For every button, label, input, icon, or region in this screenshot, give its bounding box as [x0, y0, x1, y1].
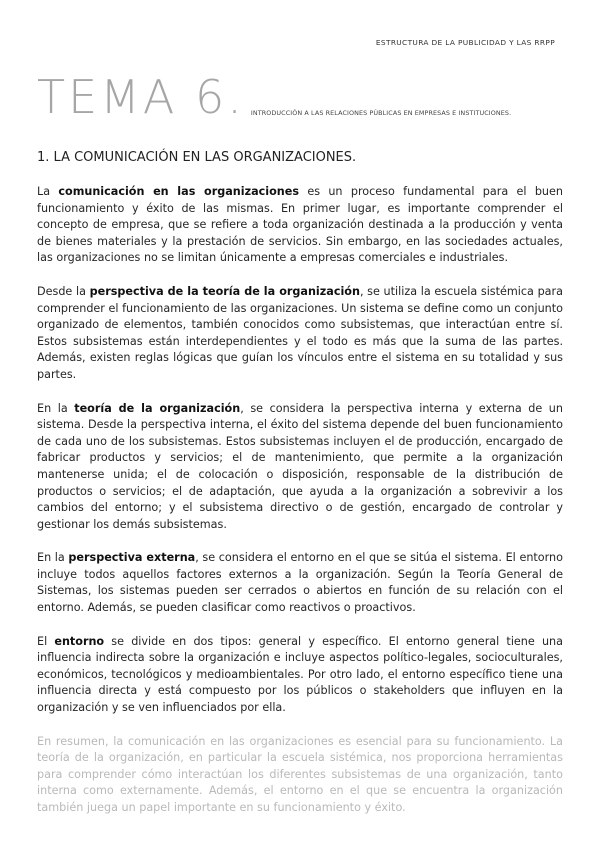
paragraph-5-body: se divide en dos tipos: general y específico. El entorno general tiene una influencia indirecta sobre la organización e incluye aspectos político-legales, socioculturales, económicos, tecnológicos y medioambientales. Por otro lado, el entorno específico tiene una influencia directa y está compuesto por los públicos o stakeholders que influyen en la organización y se ven influenciados por ella.: [37, 634, 564, 715]
paragraph-3: [37, 401, 563, 534]
paragraph-4-body: , se considera el entorno en el que se sitúa el sistema. El entorno incluye todos aquellos factores externos a la organización. Según la Teoría General de Sistemas, los sistemas pueden ser cerrados o abiertos en función de su relación con el entorno. Además, se pueden clasificar como reactivos o proactivos.: [37, 551, 563, 615]
body-text: [37, 184, 563, 834]
chapter-subtitle: INTRODUCCIÓN A LAS RELACIONES PÚBLICAS EN EMPRESAS E INSTITUCIONES.: [250, 109, 512, 117]
paragraph-1-body: es un proceso fundamental para el buen funcionamiento y éxito de las mismas. En primer lugar, es importante comprender el concepto de empresa, que se refiere a toda organización destinada a la producción y venta de bienes materiales y la prestación de servicios. Sin embargo, en las sociedades actuales, las organizaciones no se limitan únicamente a empresas comerciales e industriales.: [37, 185, 563, 265]
paragraph-2-body: , se utiliza la escuela sistémica para comprender el funcionamiento de las organizaciones. Un sistema se define como un conjunto organizado de elementos, también conocidos como subsistemas, que interactúan entre sí. Estos subsistemas están interdependientes y el todo es más que la suma de las partes. Además, existen reglas lógicas que guían los vínculos entre el sistema en su totalidad y sus partes.: [37, 284, 563, 381]
paragraph-2: [37, 284, 563, 384]
paragraph-1-term: comunicación en las organizaciones: [58, 185, 299, 198]
paragraph-4-term: perspectiva externa: [68, 551, 196, 565]
paragraph-4-intro: En la: [37, 551, 69, 565]
section-heading: 1. LA COMUNICACIÓN EN LAS ORGANIZACIONES.: [37, 150, 357, 165]
paragraph-3-body: , se considera la perspectiva interna y externa de un sistema. Desde la perspectiva interna, el éxito del sistema depende del buen funcionamiento de cada uno de los subsistemas. Estos subsistemas incluyen el de producción, encargado de fabricar productos y servicios; el de mantenimiento, que permite a la organización mantenerse unida; el de colocación o disposición, responsable de la distribución de productos o servicios; el de adaptación, que ayuda a la organización a sobrevivir a los cambios del entorno; y el subsistema directivo o de gestión, encargado de controlar y gestionar los demás subsistemas.: [37, 401, 563, 531]
paragraph-summary: En resumen, la comunicación en las organizaciones es esencial para su funcionamiento. La teoría de la organización, en particular la escuela sistémica, nos proporciona herramientas para comprender cómo interactúan los diferentes subsistemas de una organización, tanto interna como externamente. Además, el entorno en el que se encuentra la organización también juega un papel importante en su funcionamiento y éxito.: [37, 734, 563, 814]
paragraph-5-intro: El: [37, 634, 55, 648]
paragraph-4: [37, 550, 563, 616]
paragraph-5-term: entorno: [54, 634, 105, 648]
paragraph-3-term: teoría de la organización: [74, 401, 241, 415]
paragraph-5: [37, 634, 563, 717]
paragraph-1: [37, 184, 563, 267]
chapter-title: [37, 70, 569, 124]
paragraph-3-intro: En la: [37, 401, 75, 415]
chapter-number: TEMA 6.: [37, 70, 245, 124]
paragraph-2-term: perspectiva de la teoría de la organización: [89, 284, 360, 298]
paragraph-2-intro: Desde la: [37, 284, 90, 298]
running-header: ESTRUCTURA DE LA PUBLICIDAD Y LAS RRPP: [375, 38, 555, 47]
paragraph-1-intro: La: [37, 185, 59, 198]
